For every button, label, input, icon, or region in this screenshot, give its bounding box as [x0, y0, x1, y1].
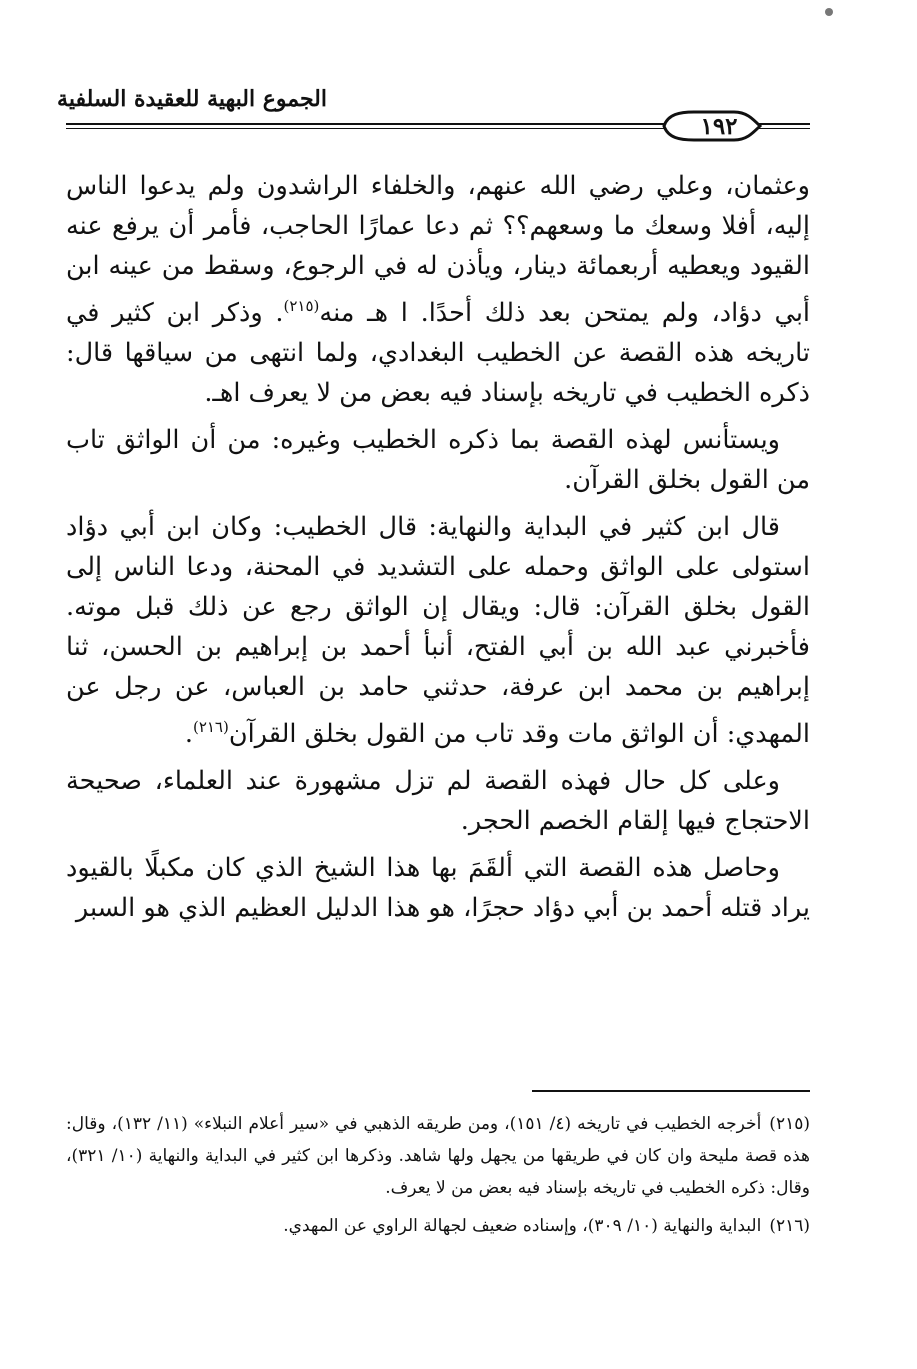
footnote-reference[interactable]: (٢١٦) — [192, 718, 229, 736]
body-paragraph — [66, 761, 810, 841]
footnote-item — [66, 1108, 810, 1204]
body-paragraph — [66, 848, 810, 928]
footnote-number: (٢١٥) — [769, 1114, 810, 1134]
running-title: الجموع البهية للعقيدة السلفية — [57, 86, 327, 112]
paragraph-text: . وذكر ابن كثير في تاريخه هذه القصة عن الخطيب البغدادي، ولما انتهى من سياقها قال: ذكره الخطيب في تاريخه بإسناد فيه بعض من لا يعرف اهـ. — [66, 298, 810, 408]
paragraph-text: قال ابن كثير في البداية والنهاية: قال الخطيب: وكان ابن أبي دؤاد استولى على الواثق وحمله على التشديد في المحنة، ودعا الناس إلى القول بخلق القرآن: قال: ويقال إن الواثق رجع عن ذلك قبل موته. فأخبرني عبد الله بن أبي الفتح، أنبأ أحمد بن إبراهيم بن الحسن، ثنا إبراهيم بن محمد ابن عرفة، حدثني حامد بن العباس، عن رجل عن المهدي: أن الواثق مات وقد تاب من القول بخلق القرآن — [66, 512, 810, 749]
body-paragraph — [66, 507, 810, 754]
body-paragraph — [66, 420, 810, 500]
footnote-separator — [532, 1090, 810, 1092]
paragraph-text: ويستأنس لهذه القصة بما ذكره الخطيب وغيره: من أن الواثق تاب من القول بخلق القرآن. — [66, 425, 810, 495]
paragraph-text: وعلى كل حال فهذه القصة لم تزل مشهورة عند العلماء، صحيحة الاحتجاج فيها إلقام الخصم الحجر. — [66, 766, 810, 836]
footnote-item — [66, 1210, 810, 1242]
footnotes — [66, 1108, 810, 1248]
paragraph-text: وحاصل هذه القصة التي ألقَمَ بها هذا الشيخ الذي كان مكبلًا بالقيود يراد قتله أحمد بن أبي دؤاد حجرًا، هو هذا الدليل العظيم الذي هو السبر — [66, 853, 810, 923]
footnote-reference[interactable]: (٢١٥) — [283, 297, 320, 315]
body-paragraph — [66, 166, 810, 413]
footnote-text: أخرجه الخطيب في تاريخه (٤/ ١٥١)، ومن طريقه الذهبي في «سير أعلام النبلاء» (١١/ ١٣٢)، وقال: هذه قصة مليحة وان كان في طريقها من يجهل ولها شاهد. وذكرها ابن كثير في البداية والنهاية (١٠/ ٣٢١)، وقال: ذكره الخطيب في تاريخه بإسناد فيه بعض من لا يعرف. — [66, 1114, 810, 1198]
paragraph-text: وعثمان، وعلي رضي الله عنهم، والخلفاء الراشدون ولم يدعوا الناس إليه، أفلا وسعك ما وسعهم؟؟ ثم دعا عمارًا الحاجب، فأمر أن يرفع عنه القيود ويعطيه أربعمائة دينار، ويأذن له في الرجوع، وسقط من عينه ابن أبي دؤاد، ولم يمتحن بعد ذلك أحدًا. ا هـ منه — [66, 171, 810, 328]
paragraph-text: . — [184, 719, 193, 749]
footnote-number: (٢١٦) — [769, 1216, 810, 1236]
scan-speck — [825, 8, 833, 16]
page-number: ١٩٢ — [700, 113, 738, 140]
main-text — [66, 166, 810, 935]
footnote-text: البداية والنهاية (١٠/ ٣٠٩)، وإسناده ضعيف لجهالة الراوي عن المهدي. — [283, 1216, 762, 1236]
